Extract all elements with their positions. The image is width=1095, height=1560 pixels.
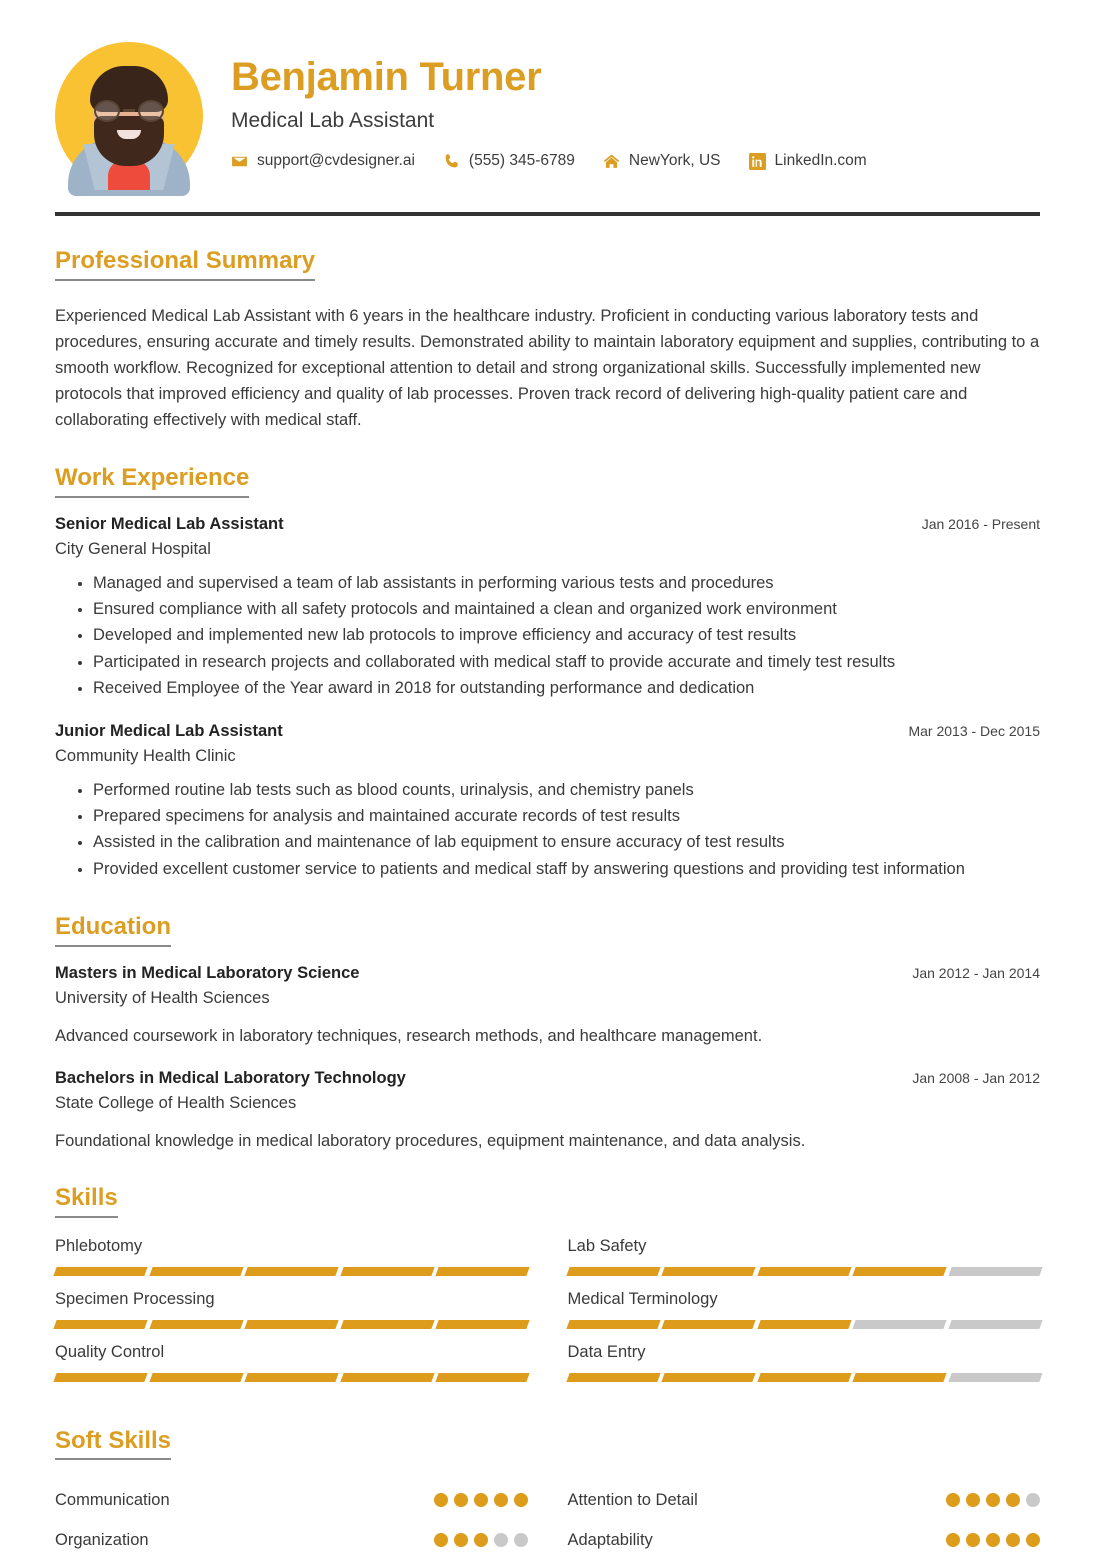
work-bullet: • Received Employee of the Year award in 2018 for outstanding performance and dedication [93,676,1040,701]
soft-skill-dot [514,1493,528,1507]
soft-skill-dot [494,1533,508,1547]
skill-item [568,1343,1041,1382]
soft-skill-dot [454,1533,468,1547]
education-entry [55,964,1040,1049]
email-icon [231,153,248,170]
skill-bar-segment [566,1320,660,1329]
skill-bar-segment [244,1267,338,1276]
section-title-skills: Skills [55,1184,118,1218]
phone-icon [443,153,460,170]
soft-skill-dot [946,1533,960,1547]
skill-name: Data Entry [567,1342,646,1361]
skill-bar-segment [53,1267,147,1276]
skill-bar-segment [757,1267,851,1276]
work-bullet: • Prepared specimens for analysis and maintained accurate records of test results [93,804,1040,829]
work-bullets [55,778,1040,883]
soft-skill-dot [474,1493,488,1507]
skill-bar-segment [661,1267,755,1276]
work-date: Mar 2013 - Dec 2015 [908,722,1040,739]
contact-email[interactable] [231,152,415,170]
skill-name: Specimen Processing [55,1289,215,1308]
soft-skill-dot [986,1533,1000,1547]
soft-skill-item [568,1520,1041,1560]
skill-bar-segment [566,1267,660,1276]
education-entry-header [55,1069,1040,1088]
skill-bar-segment [757,1320,851,1329]
skill-level-bar [55,1373,528,1382]
skill-bar-segment [149,1373,243,1382]
work-entries [55,515,1040,883]
skill-item [55,1290,528,1329]
skill-level-bar [568,1373,1041,1382]
soft-skill-name: Communication [55,1490,170,1509]
work-bullet: • Participated in research projects and collaborated with medical staff to provide accurate and timely test results [93,650,1040,675]
soft-skill-name: Organization [55,1530,149,1549]
skill-bar-segment [340,1267,434,1276]
skill-bar-segment [661,1320,755,1329]
education-school: State College of Health Sciences [55,1093,297,1112]
section-soft-skills [55,1427,1040,1560]
work-bullet: • Performed routine lab tests such as blood counts, urinalysis, and chemistry panels [93,778,1040,803]
skill-item [568,1237,1041,1276]
linkedin-icon [749,153,766,170]
work-entry-header [55,515,1040,534]
section-skills [55,1184,1040,1396]
contact-location-value: NewYork, US [628,152,721,169]
section-title-soft-skills: Soft Skills [55,1427,171,1461]
soft-skill-dot [1026,1493,1040,1507]
education-entry-header [55,964,1040,983]
skill-bar-segment [948,1267,1042,1276]
skill-bar-segment [661,1373,755,1382]
contact-phone-value: (555) 345-6789 [468,152,575,169]
header-info [231,42,1040,170]
skill-name: Medical Terminology [567,1289,718,1308]
soft-skill-rating [434,1533,528,1547]
work-entry-header [55,722,1040,741]
education-degree: Masters in Medical Laboratory Science [55,963,360,982]
skill-name: Quality Control [55,1342,165,1361]
soft-skill-dot [514,1533,528,1547]
soft-skill-name: Adaptability [567,1530,653,1549]
contact-location[interactable] [603,152,721,170]
resume-header [55,38,1040,190]
soft-skill-dot [966,1533,980,1547]
section-title-summary: Professional Summary [55,247,315,281]
education-degree: Bachelors in Medical Laboratory Technology [55,1068,406,1087]
work-role: Senior Medical Lab Assistant [55,514,284,533]
home-icon [603,153,620,170]
work-org: Community Health Clinic [55,746,236,765]
header-divider [55,212,1040,216]
skill-bar-segment [948,1373,1042,1382]
contact-email-value: support@cvdesigner.ai [257,152,415,169]
soft-skill-dot [1006,1493,1020,1507]
skill-level-bar [55,1320,528,1329]
skill-bar-segment [948,1320,1042,1329]
work-bullet: • Developed and implemented new lab protocols to improve efficiency and accuracy of test results [93,623,1040,648]
soft-skill-item [568,1480,1041,1520]
skill-bar-segment [852,1267,946,1276]
skill-bar-segment [149,1320,243,1329]
soft-skill-dot [454,1493,468,1507]
soft-skill-dot [966,1493,980,1507]
skill-item [55,1343,528,1382]
skills-grid [55,1237,1040,1396]
education-entry [55,1069,1040,1154]
soft-skills-grid [55,1480,1040,1560]
skill-bar-segment [340,1320,434,1329]
skill-level-bar [568,1320,1041,1329]
soft-skill-dot [946,1493,960,1507]
skill-bar-segment [244,1320,338,1329]
work-bullet: • Assisted in the calibration and maintenance of lab equipment to ensure accuracy of test results [93,830,1040,855]
work-bullet: • Ensured compliance with all safety protocols and maintained a clean and organized work environment [93,597,1040,622]
education-description: Advanced coursework in laboratory techniques, research methods, and healthcare management. [55,1026,763,1045]
skill-bar-segment [566,1373,660,1382]
skill-item [55,1237,528,1276]
work-role: Junior Medical Lab Assistant [55,721,283,740]
work-entry [55,515,1040,702]
soft-skill-rating [946,1533,1040,1547]
contact-phone[interactable] [443,152,575,170]
section-professional-summary [55,247,1040,433]
soft-skill-dot [1026,1533,1040,1547]
soft-skill-item [55,1480,528,1520]
work-entry [55,722,1040,883]
skill-bar-segment [435,1267,529,1276]
skill-level-bar [568,1267,1041,1276]
candidate-name: Benjamin Turner [231,55,542,99]
skill-bar-segment [340,1373,434,1382]
soft-skill-rating [434,1493,528,1507]
skill-level-bar [55,1267,528,1276]
soft-skill-name: Attention to Detail [567,1490,698,1509]
skill-bar-segment [53,1373,147,1382]
summary-text: Experienced Medical Lab Assistant with 6 years in the healthcare industry. Proficient in conducting various laboratory tests and procedures, ensuring accurate and timely results. Demonstrated ability to maintain laboratory equipment and supplies, contributing to a smooth workflow. Recognized for exceptional attention to detail and strong organizational skills. Successfully implemented new protocols that improved efficiency and quality of lab processes. Proven track record of delivering high-quality patient care and collaborating effectively with medical staff. [55,306,1040,429]
skill-bar-segment [757,1373,851,1382]
skill-bar-segment [149,1267,243,1276]
soft-skill-dot [986,1493,1000,1507]
soft-skill-dot [494,1493,508,1507]
soft-skill-dot [434,1493,448,1507]
section-title-work: Work Experience [55,464,249,498]
skill-bar-segment [852,1373,946,1382]
contact-linkedin[interactable] [749,152,867,170]
skill-bar-segment [852,1320,946,1329]
skill-bar-segment [435,1320,529,1329]
soft-skill-dot [1006,1533,1020,1547]
education-date: Jan 2012 - Jan 2014 [912,964,1040,981]
skill-name: Lab Safety [567,1236,647,1255]
education-date: Jan 2008 - Jan 2012 [912,1069,1040,1086]
education-entries [55,964,1040,1154]
skill-bar-segment [53,1320,147,1329]
work-org: City General Hospital [55,539,211,558]
section-education [55,913,1040,1153]
section-title-education: Education [55,913,171,947]
soft-skill-item [55,1520,528,1560]
work-bullets [55,571,1040,702]
skill-item [568,1290,1041,1329]
profile-photo [55,42,203,190]
work-bullet: • Provided excellent customer service to patients and medical staff by answering questions and providing test information [93,857,1040,882]
skill-name: Phlebotomy [55,1236,143,1255]
candidate-job-title: Medical Lab Assistant [231,109,435,132]
work-bullet: • Managed and supervised a team of lab assistants in performing various tests and procedures [93,571,1040,596]
education-description: Foundational knowledge in medical laboratory procedures, equipment maintenance, and data analysis. [55,1131,806,1150]
soft-skill-dot [474,1533,488,1547]
contact-linkedin-value: LinkedIn.com [774,152,867,169]
section-work-experience [55,464,1040,882]
education-school: University of Health Sciences [55,988,270,1007]
soft-skill-dot [434,1533,448,1547]
soft-skill-rating [946,1493,1040,1507]
work-date: Jan 2016 - Present [921,515,1040,532]
contact-list [231,152,1040,170]
skill-bar-segment [435,1373,529,1382]
skill-bar-segment [244,1373,338,1382]
